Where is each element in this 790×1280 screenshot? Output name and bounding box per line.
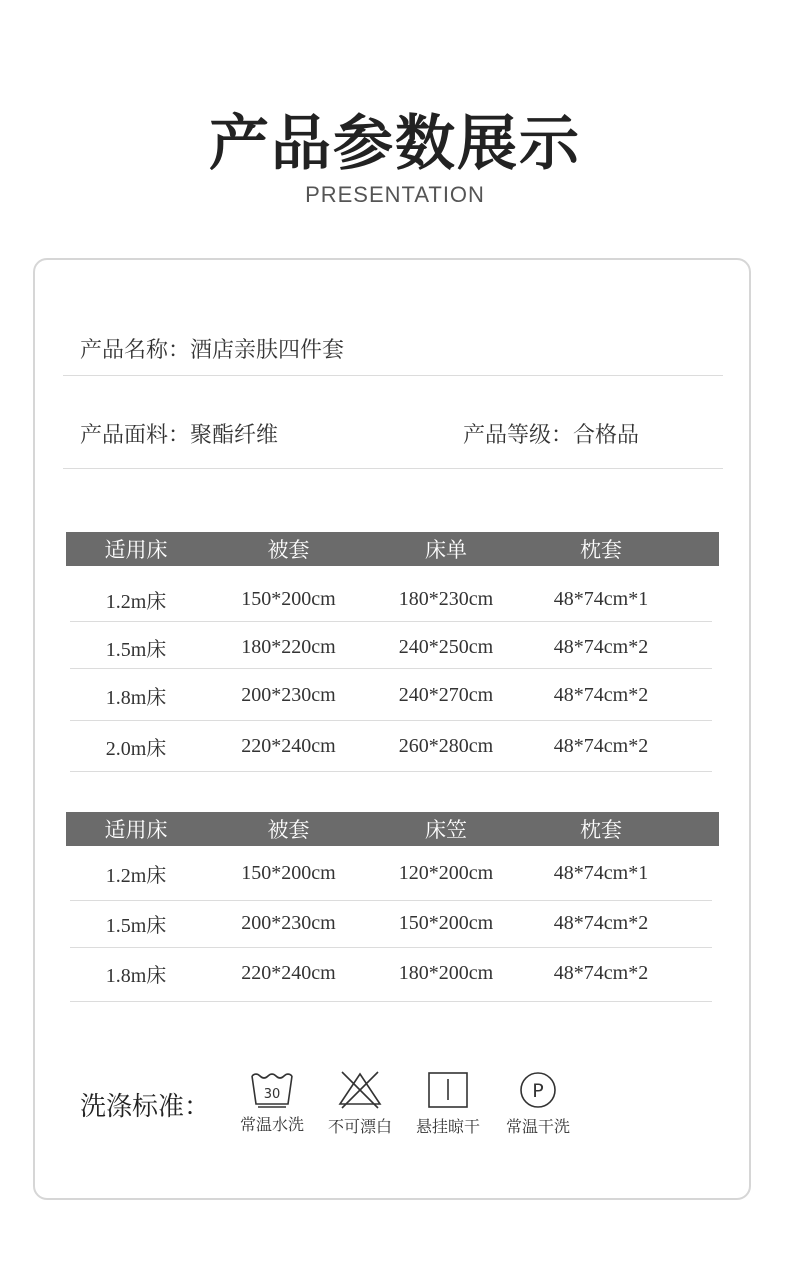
table-cell: 240*270cm [398,683,494,706]
table-cell: 220*240cm [241,734,336,757]
table-cell: 150*200cm [241,587,336,610]
table-row [66,904,719,942]
table-cell: 1.2m床 [105,590,167,613]
table-cell: 48*74cm*1 [553,861,649,884]
table1-col-pillow: 枕套 [580,538,622,562]
no-bleach-icon [336,1070,384,1110]
wash-temperature: 30 [263,1087,281,1102]
table1-header [66,532,719,566]
wash-item-label: 悬挂晾干 [415,1117,480,1136]
wash-standard-label: 洗涤标准： [80,1092,211,1122]
hang-dry-icon [424,1070,472,1110]
table2-col-duvet: 被套 [267,818,310,842]
table2-col-bed: 适用床 [104,818,168,842]
table2-header [66,812,719,846]
table-cell: 1.5m床 [105,638,167,661]
product-name: 产品名称：酒店亲肤四件套 [80,338,345,363]
wash-item [232,1070,312,1135]
page-title: 产品参数展示 [209,109,581,179]
table-row [66,954,719,992]
divider [70,947,712,948]
divider [63,468,723,469]
page-subtitle: PRESENTATION [305,182,485,207]
divider [70,621,712,622]
wash-item-label: 常温水洗 [239,1115,304,1134]
wash-item [498,1070,578,1137]
table-cell: 1.2m床 [105,864,167,887]
wash-item-label: 不可漂白 [327,1117,392,1136]
table-cell: 200*230cm [241,683,336,706]
product-fabric: 产品面料：聚酯纤维 [80,423,279,448]
dry-clean-icon [514,1070,562,1110]
divider [70,900,712,901]
table-row [66,854,719,892]
table-cell: 150*200cm [241,861,336,884]
divider [70,771,712,772]
table-cell: 120*200cm [398,861,494,884]
table-cell: 48*74cm*2 [553,683,649,706]
table-cell: 240*250cm [398,635,494,658]
divider [70,668,712,669]
wash-item [320,1070,400,1137]
table-row [66,727,719,765]
table1-col-duvet: 被套 [267,538,310,562]
table-cell: 150*200cm [398,911,494,934]
table-cell: 180*220cm [241,635,336,658]
divider [70,1001,712,1002]
table2-col-fitted-sheet: 床笠 [425,818,467,842]
table2-col-pillow: 枕套 [580,818,622,842]
table1-col-sheet: 床单 [425,538,467,562]
divider [70,720,712,721]
table-cell: 2.0m床 [105,737,167,760]
wash-30-icon [248,1070,296,1108]
product-grade: 产品等级：合格品 [463,423,640,448]
table-cell: 180*200cm [398,961,494,984]
table-row [66,580,719,618]
table-cell: 1.5m床 [105,914,167,937]
divider [63,375,723,376]
table-cell: 48*74cm*2 [553,961,649,984]
table-cell: 260*280cm [398,734,494,757]
table-cell: 180*230cm [398,587,494,610]
table-cell: 48*74cm*2 [553,911,649,934]
table-cell: 48*74cm*2 [553,635,649,658]
table-cell: 200*230cm [241,911,336,934]
table-row [66,676,719,714]
table-cell: 1.8m床 [105,686,167,709]
table-cell: 1.8m床 [105,964,167,987]
wash-item-label: 常温干洗 [505,1117,570,1136]
dry-clean-symbol: P [532,1080,544,1102]
table-row [66,628,719,666]
table-cell: 48*74cm*2 [553,734,649,757]
table-cell: 220*240cm [241,961,336,984]
wash-item [408,1070,488,1137]
table1-col-bed: 适用床 [104,538,168,562]
table-cell: 48*74cm*1 [553,587,649,610]
